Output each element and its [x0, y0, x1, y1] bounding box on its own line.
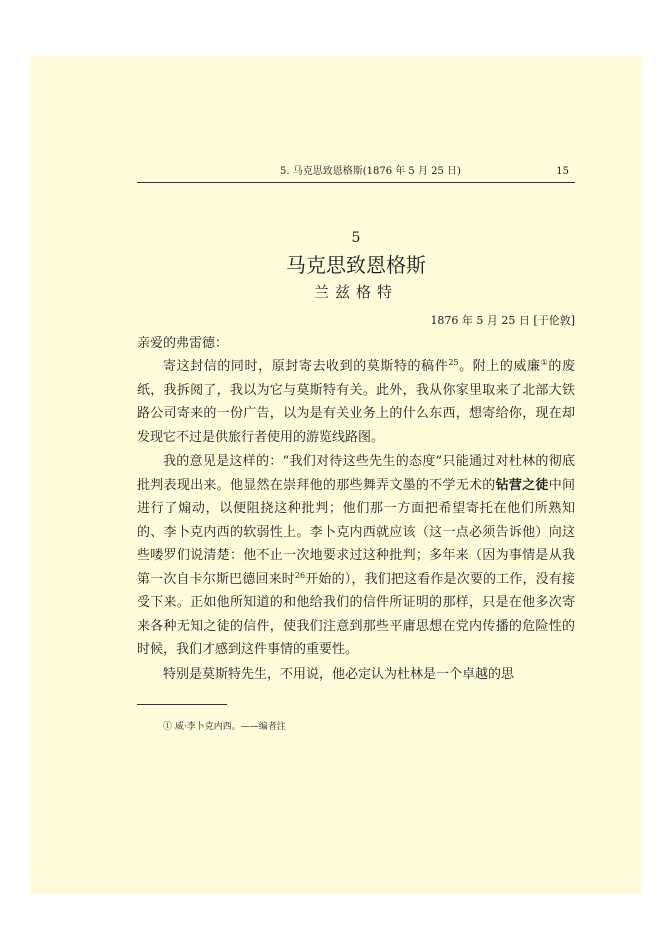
paragraph-text: 寄这封信的同时，原封寄去收到的莫斯特的稿件: [163, 359, 449, 374]
letter-date: 1876 年 5 月 25 日 [于伦敦]: [430, 314, 575, 327]
running-title: 5. 马克思致恩格斯(1876 年 5 月 25 日): [280, 166, 461, 177]
footnote-text: 威·李卜克内西。——编者注: [174, 722, 286, 732]
book-page: [30, 56, 642, 894]
paragraph-text: 。附上的威廉: [458, 359, 541, 374]
letter-title: 马克思致恩格斯: [286, 253, 426, 277]
paragraph-text: 我的意见是这样的：“我们对待这些先生的态度”只能通过对杜林的彻底批判表现出来。他显然在崇拜他的那些舞弄文墨的不学无术的: [137, 454, 575, 493]
page-content: [137, 162, 575, 735]
footnote-divider: [137, 704, 227, 705]
page-number: 15: [556, 166, 569, 177]
reference-note: 25: [448, 358, 459, 367]
footnote-marker: ①: [540, 358, 549, 367]
footnote-marker: ①: [163, 722, 173, 732]
reference-note: 26: [294, 570, 306, 580]
paragraph-2: [137, 450, 575, 662]
emphasized-text: 钻营之徒: [495, 477, 549, 493]
letter-number: 5: [351, 230, 361, 246]
running-head: [137, 162, 575, 183]
paragraph-text: 开始的），我们把这看作是次要的工作，没有接受下来。正如他所知道的和他给我们的信件所证明的那样，只是在他多次寄来各种无知之徒的信件，使我们注意到那些平庸思想在党内传播的危险性的时候，我们才感到这件事情的重要性。: [137, 571, 575, 657]
paragraph-1: [137, 355, 575, 449]
paragraph-text: 中间进行了煽动，以便阻挠这种批判；他们那一方面把希望寄托在他们所熟知的、李卜克内西的软弱性上。李卜克内西就应该（这一点必须告诉他）向这些喽罗们说清楚：他不止一次地要求过这种批判；多年来（因为事情是从我第一次自卡尔斯巴德回来时: [137, 477, 575, 587]
footnote: [163, 719, 575, 735]
paragraph-text: 的废纸，我拆阅了，我以为它与莫斯特有关。此外，我从你家里取来了北部大铁路公司寄来的一份广告，以为是有关业务上的什么东西，想寄给你，现在却发现它不过是供旅行者使用的游览线路图。: [137, 359, 575, 445]
salutation: 亲爱的弗雷德：: [137, 336, 229, 351]
paragraph-3: 特别是莫斯特先生，不用说，他必定认为杜林是一个卓越的思: [163, 666, 515, 682]
letter-place: 兰兹格特: [313, 283, 398, 301]
